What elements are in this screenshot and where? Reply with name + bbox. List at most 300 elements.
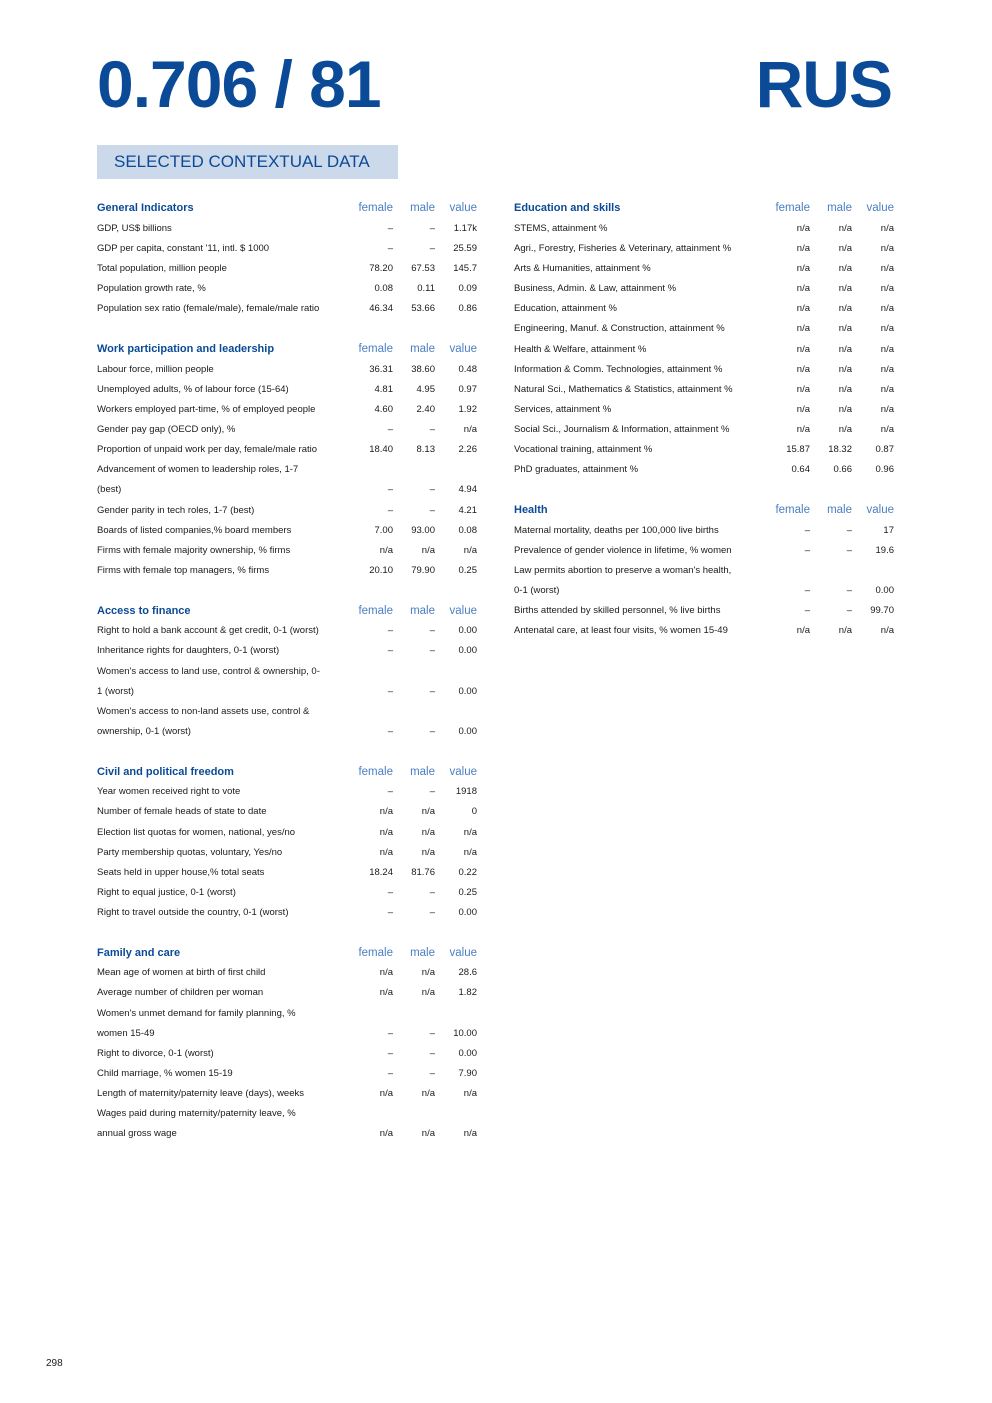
value-column-header: value	[866, 504, 894, 517]
male-value: n/a	[421, 1088, 435, 1100]
left-column	[97, 198, 477, 1164]
indicator-row	[514, 238, 894, 258]
male-value: 0.66	[833, 464, 852, 476]
female-value: n/a	[796, 383, 810, 395]
female-column-header: female	[358, 202, 393, 215]
indicator-row	[97, 1124, 477, 1144]
female-value: n/a	[796, 403, 810, 415]
index-score-rank: 0.706 / 81	[97, 47, 381, 121]
female-value: –	[387, 886, 393, 898]
indicator-value: 0.00	[875, 585, 894, 597]
female-value: 36.31	[369, 363, 393, 375]
section-title: Family and care	[97, 946, 181, 959]
female-value: –	[387, 423, 393, 435]
indicator-label: 0-1 (worst)	[514, 585, 560, 597]
value-column-header: value	[449, 604, 477, 617]
data-section	[97, 339, 477, 581]
indicator-row	[97, 399, 477, 419]
indicator-value: 0.00	[458, 1047, 477, 1059]
indicator-row	[514, 560, 894, 580]
male-value: 18.32	[828, 444, 852, 456]
male-value: –	[429, 1027, 435, 1039]
indicator-value: 0.00	[458, 625, 477, 637]
indicator-row	[97, 701, 477, 721]
indicator-value: n/a	[463, 826, 477, 838]
female-value: 15.87	[786, 444, 810, 456]
male-value: n/a	[838, 343, 852, 355]
female-value: n/a	[379, 1128, 393, 1140]
female-column-header: female	[358, 604, 393, 617]
indicator-row	[97, 842, 477, 862]
indicator-label: Services, attainment %	[514, 403, 612, 415]
right-column	[514, 198, 894, 661]
male-value: –	[429, 907, 435, 919]
section-header	[514, 500, 894, 520]
section-title: Work participation and leadership	[97, 342, 275, 355]
indicator-row	[97, 1003, 477, 1023]
male-value: n/a	[838, 283, 852, 295]
indicator-value: 0.00	[458, 645, 477, 657]
data-section	[514, 198, 894, 480]
indicator-label: Maternal mortality, deaths per 100,000 live births	[514, 524, 719, 536]
female-value: n/a	[796, 343, 810, 355]
male-value: n/a	[838, 262, 852, 274]
indicator-row	[514, 601, 894, 621]
male-value: –	[846, 605, 852, 617]
male-value: –	[846, 585, 852, 597]
value-column-header: value	[449, 765, 477, 778]
data-section	[97, 943, 477, 1144]
indicator-row	[514, 440, 894, 460]
indicator-label: Length of maternity/paternity leave (days), weeks	[97, 1088, 304, 1100]
indicator-value: n/a	[463, 423, 477, 435]
indicator-value: 0.00	[458, 725, 477, 737]
indicator-value: 17	[883, 524, 894, 536]
female-value: n/a	[379, 987, 393, 999]
female-value: –	[804, 585, 810, 597]
indicator-label: Proportion of unpaid work per day, female/male ratio	[97, 444, 318, 456]
indicator-label: Agri., Forestry, Fisheries & Veterinary, attainment %	[514, 242, 732, 254]
female-value: –	[387, 222, 393, 234]
indicator-row	[514, 299, 894, 319]
indicator-row	[97, 1104, 477, 1124]
indicator-row	[97, 500, 477, 520]
indicator-value: 0.00	[458, 907, 477, 919]
male-column-header: male	[410, 765, 435, 778]
indicator-label: Engineering, Manuf. & Construction, attainment %	[514, 323, 725, 335]
male-value: n/a	[421, 826, 435, 838]
male-value: n/a	[838, 222, 852, 234]
female-value: n/a	[796, 283, 810, 295]
section-title: Health	[514, 504, 548, 517]
indicator-row	[97, 661, 477, 681]
male-value: n/a	[838, 403, 852, 415]
indicator-label: Arts & Humanities, attainment %	[514, 262, 651, 274]
male-value: –	[429, 645, 435, 657]
indicator-label: Women's access to land use, control & ownership, 0-	[97, 665, 320, 677]
indicator-label: Vocational training, attainment %	[514, 444, 653, 456]
indicator-value: 1918	[455, 786, 477, 798]
indicator-label: women 15-49	[97, 1027, 155, 1039]
indicator-label: Prevalence of gender violence in lifetime, % women	[514, 544, 732, 556]
female-value: –	[804, 544, 810, 556]
female-value: –	[387, 1027, 393, 1039]
male-value: 79.90	[411, 564, 435, 576]
indicator-row	[97, 1063, 477, 1083]
indicator-label: Law permits abortion to preserve a woman's health,	[514, 564, 732, 576]
indicator-label: ownership, 0-1 (worst)	[97, 725, 191, 737]
female-value: –	[804, 605, 810, 617]
section-header	[97, 339, 477, 359]
indicator-label: Wages paid during maternity/paternity leave, %	[97, 1108, 296, 1120]
indicator-row	[514, 279, 894, 299]
indicator-row	[97, 1023, 477, 1043]
page-number: 298	[46, 1358, 63, 1369]
female-column-header: female	[358, 765, 393, 778]
female-column-header: female	[358, 946, 393, 959]
indicator-label: annual gross wage	[97, 1128, 177, 1140]
indicator-value: n/a	[880, 625, 894, 637]
indicator-row	[97, 480, 477, 500]
indicator-row	[514, 218, 894, 238]
female-column-header: female	[358, 342, 393, 355]
indicator-row	[97, 802, 477, 822]
indicator-row	[97, 721, 477, 741]
female-value: –	[387, 625, 393, 637]
indicator-row	[97, 238, 477, 258]
indicator-label: GDP, US$ billions	[97, 222, 172, 234]
indicator-label: Total population, million people	[97, 262, 227, 274]
indicator-value: 0.22	[458, 866, 477, 878]
indicator-value: n/a	[463, 1128, 477, 1140]
female-value: n/a	[379, 806, 393, 818]
indicator-value: 0.09	[458, 283, 477, 295]
indicator-label: Number of female heads of state to date	[97, 806, 267, 818]
indicator-value: 0.87	[875, 444, 894, 456]
indicator-row	[97, 681, 477, 701]
male-value: –	[429, 1068, 435, 1080]
male-value: –	[429, 786, 435, 798]
male-value: n/a	[421, 846, 435, 858]
value-column-header: value	[449, 946, 477, 959]
male-value: 81.76	[411, 866, 435, 878]
male-column-header: male	[827, 202, 852, 215]
indicator-row	[514, 420, 894, 440]
female-value: n/a	[796, 262, 810, 274]
indicator-value: 0	[471, 806, 477, 818]
indicator-row	[97, 1043, 477, 1063]
indicator-label: Right to hold a bank account & get credit, 0-1 (worst)	[97, 625, 319, 637]
indicator-value: 25.59	[453, 242, 477, 254]
indicator-label: STEMS, attainment %	[514, 222, 608, 234]
female-value: –	[387, 645, 393, 657]
indicator-label: Women's unmet demand for family planning, %	[97, 1007, 296, 1019]
male-value: n/a	[421, 1128, 435, 1140]
female-value: 0.08	[374, 283, 393, 295]
indicator-row	[514, 581, 894, 601]
data-section	[514, 500, 894, 641]
female-value: 4.81	[374, 383, 393, 395]
section-header	[97, 943, 477, 963]
indicator-value: 4.21	[458, 504, 477, 516]
country-code: RUS	[755, 47, 892, 121]
male-value: 67.53	[411, 262, 435, 274]
indicator-value: 2.26	[458, 444, 477, 456]
indicator-value: n/a	[463, 846, 477, 858]
male-value: 38.60	[411, 363, 435, 375]
indicator-label: Firms with female top managers, % firms	[97, 564, 270, 576]
indicator-label: Advancement of women to leadership roles, 1-7	[97, 464, 299, 476]
male-value: n/a	[838, 424, 852, 436]
indicator-row	[514, 540, 894, 560]
indicator-row	[97, 822, 477, 842]
indicator-label: Firms with female majority ownership, % firms	[97, 544, 291, 556]
indicator-value: 0.25	[458, 886, 477, 898]
indicator-label: Information & Comm. Technologies, attainment %	[514, 363, 723, 375]
indicator-row	[97, 540, 477, 560]
section-title: Civil and political freedom	[97, 765, 234, 778]
male-value: 2.40	[416, 403, 435, 415]
indicator-row	[97, 279, 477, 299]
indicator-row	[97, 299, 477, 319]
section-banner: SELECTED CONTEXTUAL DATA	[97, 145, 398, 179]
indicator-value: n/a	[880, 242, 894, 254]
female-value: n/a	[796, 303, 810, 315]
indicator-label: Right to travel outside the country, 0-1 (worst)	[97, 907, 289, 919]
female-value: –	[387, 1047, 393, 1059]
indicator-label: Unemployed adults, % of labour force (15-64)	[97, 383, 289, 395]
section-title: General Indicators	[97, 202, 194, 215]
female-value: n/a	[379, 544, 393, 556]
male-value: n/a	[838, 383, 852, 395]
female-value: n/a	[796, 424, 810, 436]
female-value: 18.24	[369, 866, 393, 878]
male-value: 93.00	[411, 524, 435, 536]
section-title: Education and skills	[514, 202, 621, 215]
data-section	[97, 601, 477, 742]
indicator-label: Party membership quotas, voluntary, Yes/no	[97, 846, 283, 858]
indicator-label: Business, Admin. & Law, attainment %	[514, 283, 677, 295]
indicator-row	[514, 319, 894, 339]
male-value: –	[429, 504, 435, 516]
indicator-label: Births attended by skilled personnel, % live births	[514, 605, 721, 617]
male-column-header: male	[827, 504, 852, 517]
female-value: 7.00	[374, 524, 393, 536]
indicator-value: 0.97	[458, 383, 477, 395]
data-section	[97, 762, 477, 923]
female-value: n/a	[379, 826, 393, 838]
female-column-header: female	[775, 504, 810, 517]
female-value: 46.34	[369, 303, 393, 315]
female-value: 0.64	[791, 464, 810, 476]
female-value: n/a	[796, 323, 810, 335]
indicator-label: Election list quotas for women, national, yes/no	[97, 826, 296, 838]
indicator-value: n/a	[880, 283, 894, 295]
indicator-row	[97, 440, 477, 460]
indicator-row	[97, 379, 477, 399]
indicator-value: 1.92	[458, 403, 477, 415]
indicator-row	[514, 399, 894, 419]
indicator-label: Health & Welfare, attainment %	[514, 343, 647, 355]
male-value: n/a	[838, 363, 852, 375]
male-value: –	[429, 222, 435, 234]
male-value: n/a	[838, 303, 852, 315]
female-value: –	[387, 685, 393, 697]
indicator-row	[514, 258, 894, 278]
male-value: –	[429, 242, 435, 254]
indicator-row	[97, 862, 477, 882]
indicator-value: n/a	[463, 544, 477, 556]
male-value: n/a	[421, 544, 435, 556]
indicator-label: GDP per capita, constant '11, intl. $ 1000	[97, 242, 270, 254]
female-value: n/a	[796, 625, 810, 637]
indicator-label: PhD graduates, attainment %	[514, 464, 639, 476]
indicator-value: 4.94	[458, 484, 477, 496]
female-value: 78.20	[369, 262, 393, 274]
section-header	[97, 762, 477, 782]
indicator-row	[514, 520, 894, 540]
indicator-label: Seats held in upper house,% total seats	[97, 866, 265, 878]
male-value: n/a	[421, 987, 435, 999]
female-value: 18.40	[369, 444, 393, 456]
data-section	[97, 198, 477, 319]
indicator-row	[97, 460, 477, 480]
indicator-row	[97, 882, 477, 902]
female-value: –	[804, 524, 810, 536]
male-column-header: male	[410, 604, 435, 617]
value-column-header: value	[449, 202, 477, 215]
indicator-label: (best)	[97, 484, 122, 496]
female-value: –	[387, 504, 393, 516]
indicator-value: n/a	[880, 343, 894, 355]
male-value: –	[429, 725, 435, 737]
indicator-value: 145.7	[453, 262, 477, 274]
indicator-row	[97, 782, 477, 802]
indicator-row	[97, 641, 477, 661]
female-value: –	[387, 484, 393, 496]
female-value: n/a	[796, 242, 810, 254]
indicator-value: 0.96	[875, 464, 894, 476]
indicator-row	[97, 258, 477, 278]
indicator-label: Gender parity in tech roles, 1-7 (best)	[97, 504, 255, 516]
male-column-header: male	[410, 946, 435, 959]
indicator-value: 19.6	[875, 544, 894, 556]
indicator-value: 0.25	[458, 564, 477, 576]
section-header	[514, 198, 894, 218]
value-column-header: value	[449, 342, 477, 355]
female-value: –	[387, 1068, 393, 1080]
indicator-value: 1.82	[458, 987, 477, 999]
indicator-row	[97, 560, 477, 580]
indicator-label: Population sex ratio (female/male), female/male ratio	[97, 303, 320, 315]
indicator-row	[514, 359, 894, 379]
indicator-row	[514, 621, 894, 641]
indicator-label: Boards of listed companies,% board members	[97, 524, 292, 536]
indicator-row	[97, 359, 477, 379]
indicator-value: 10.00	[453, 1027, 477, 1039]
male-value: 4.95	[416, 383, 435, 395]
male-value: –	[429, 484, 435, 496]
indicator-value: n/a	[880, 424, 894, 436]
male-value: n/a	[838, 323, 852, 335]
male-value: n/a	[421, 806, 435, 818]
indicator-row	[97, 903, 477, 923]
indicator-value: 1.17k	[453, 222, 477, 234]
indicator-label: Gender pay gap (OECD only), %	[97, 423, 236, 435]
indicator-label: Right to divorce, 0-1 (worst)	[97, 1047, 214, 1059]
indicator-label: Mean age of women at birth of first child	[97, 967, 266, 979]
indicator-row	[97, 419, 477, 439]
indicator-row	[514, 379, 894, 399]
indicator-label: Inheritance rights for daughters, 0-1 (worst)	[97, 645, 280, 657]
female-value: n/a	[796, 222, 810, 234]
indicator-value: n/a	[880, 222, 894, 234]
male-value: –	[429, 886, 435, 898]
indicator-value: 28.6	[458, 967, 477, 979]
male-value: n/a	[838, 625, 852, 637]
female-value: n/a	[379, 967, 393, 979]
male-value: –	[429, 625, 435, 637]
indicator-value: n/a	[880, 323, 894, 335]
male-column-header: male	[410, 202, 435, 215]
male-value: n/a	[421, 967, 435, 979]
female-value: –	[387, 242, 393, 254]
indicator-label: Average number of children per woman	[97, 987, 264, 999]
indicator-label: Social Sci., Journalism & Information, attainment %	[514, 424, 730, 436]
indicator-row	[514, 460, 894, 480]
indicator-value: n/a	[880, 403, 894, 415]
male-column-header: male	[410, 342, 435, 355]
indicator-value: 0.00	[458, 685, 477, 697]
indicator-value: n/a	[880, 363, 894, 375]
male-value: 53.66	[411, 303, 435, 315]
indicator-label: Year women received right to vote	[97, 786, 241, 798]
indicator-value: n/a	[880, 262, 894, 274]
indicator-row	[514, 339, 894, 359]
indicator-label: Natural Sci., Mathematics & Statistics, attainment %	[514, 383, 733, 395]
indicator-row	[97, 1084, 477, 1104]
indicator-label: Education, attainment %	[514, 303, 617, 315]
indicator-label: Population growth rate, %	[97, 283, 206, 295]
indicator-row	[97, 963, 477, 983]
female-value: 20.10	[369, 564, 393, 576]
indicator-value: 0.08	[458, 524, 477, 536]
female-value: n/a	[379, 846, 393, 858]
female-value: n/a	[796, 363, 810, 375]
indicator-label: Labour force, million people	[97, 363, 214, 375]
indicator-value: 99.70	[870, 605, 894, 617]
female-value: –	[387, 786, 393, 798]
female-value: –	[387, 725, 393, 737]
indicator-label: Women's access to non-land assets use, control &	[97, 705, 310, 717]
indicator-value: n/a	[880, 303, 894, 315]
male-value: –	[429, 423, 435, 435]
indicator-row	[97, 218, 477, 238]
indicator-value: 0.86	[458, 303, 477, 315]
indicator-row	[97, 520, 477, 540]
indicator-label: Antenatal care, at least four visits, % women 15-49	[514, 625, 728, 637]
male-value: n/a	[838, 242, 852, 254]
value-column-header: value	[866, 202, 894, 215]
section-title: Access to finance	[97, 604, 191, 617]
female-value: –	[387, 907, 393, 919]
indicator-label: 1 (worst)	[97, 685, 134, 697]
male-value: 0.11	[417, 283, 435, 295]
female-column-header: female	[775, 202, 810, 215]
indicator-value: 7.90	[458, 1068, 477, 1080]
male-value: –	[429, 1047, 435, 1059]
indicator-label: Child marriage, % women 15-19	[97, 1068, 233, 1080]
